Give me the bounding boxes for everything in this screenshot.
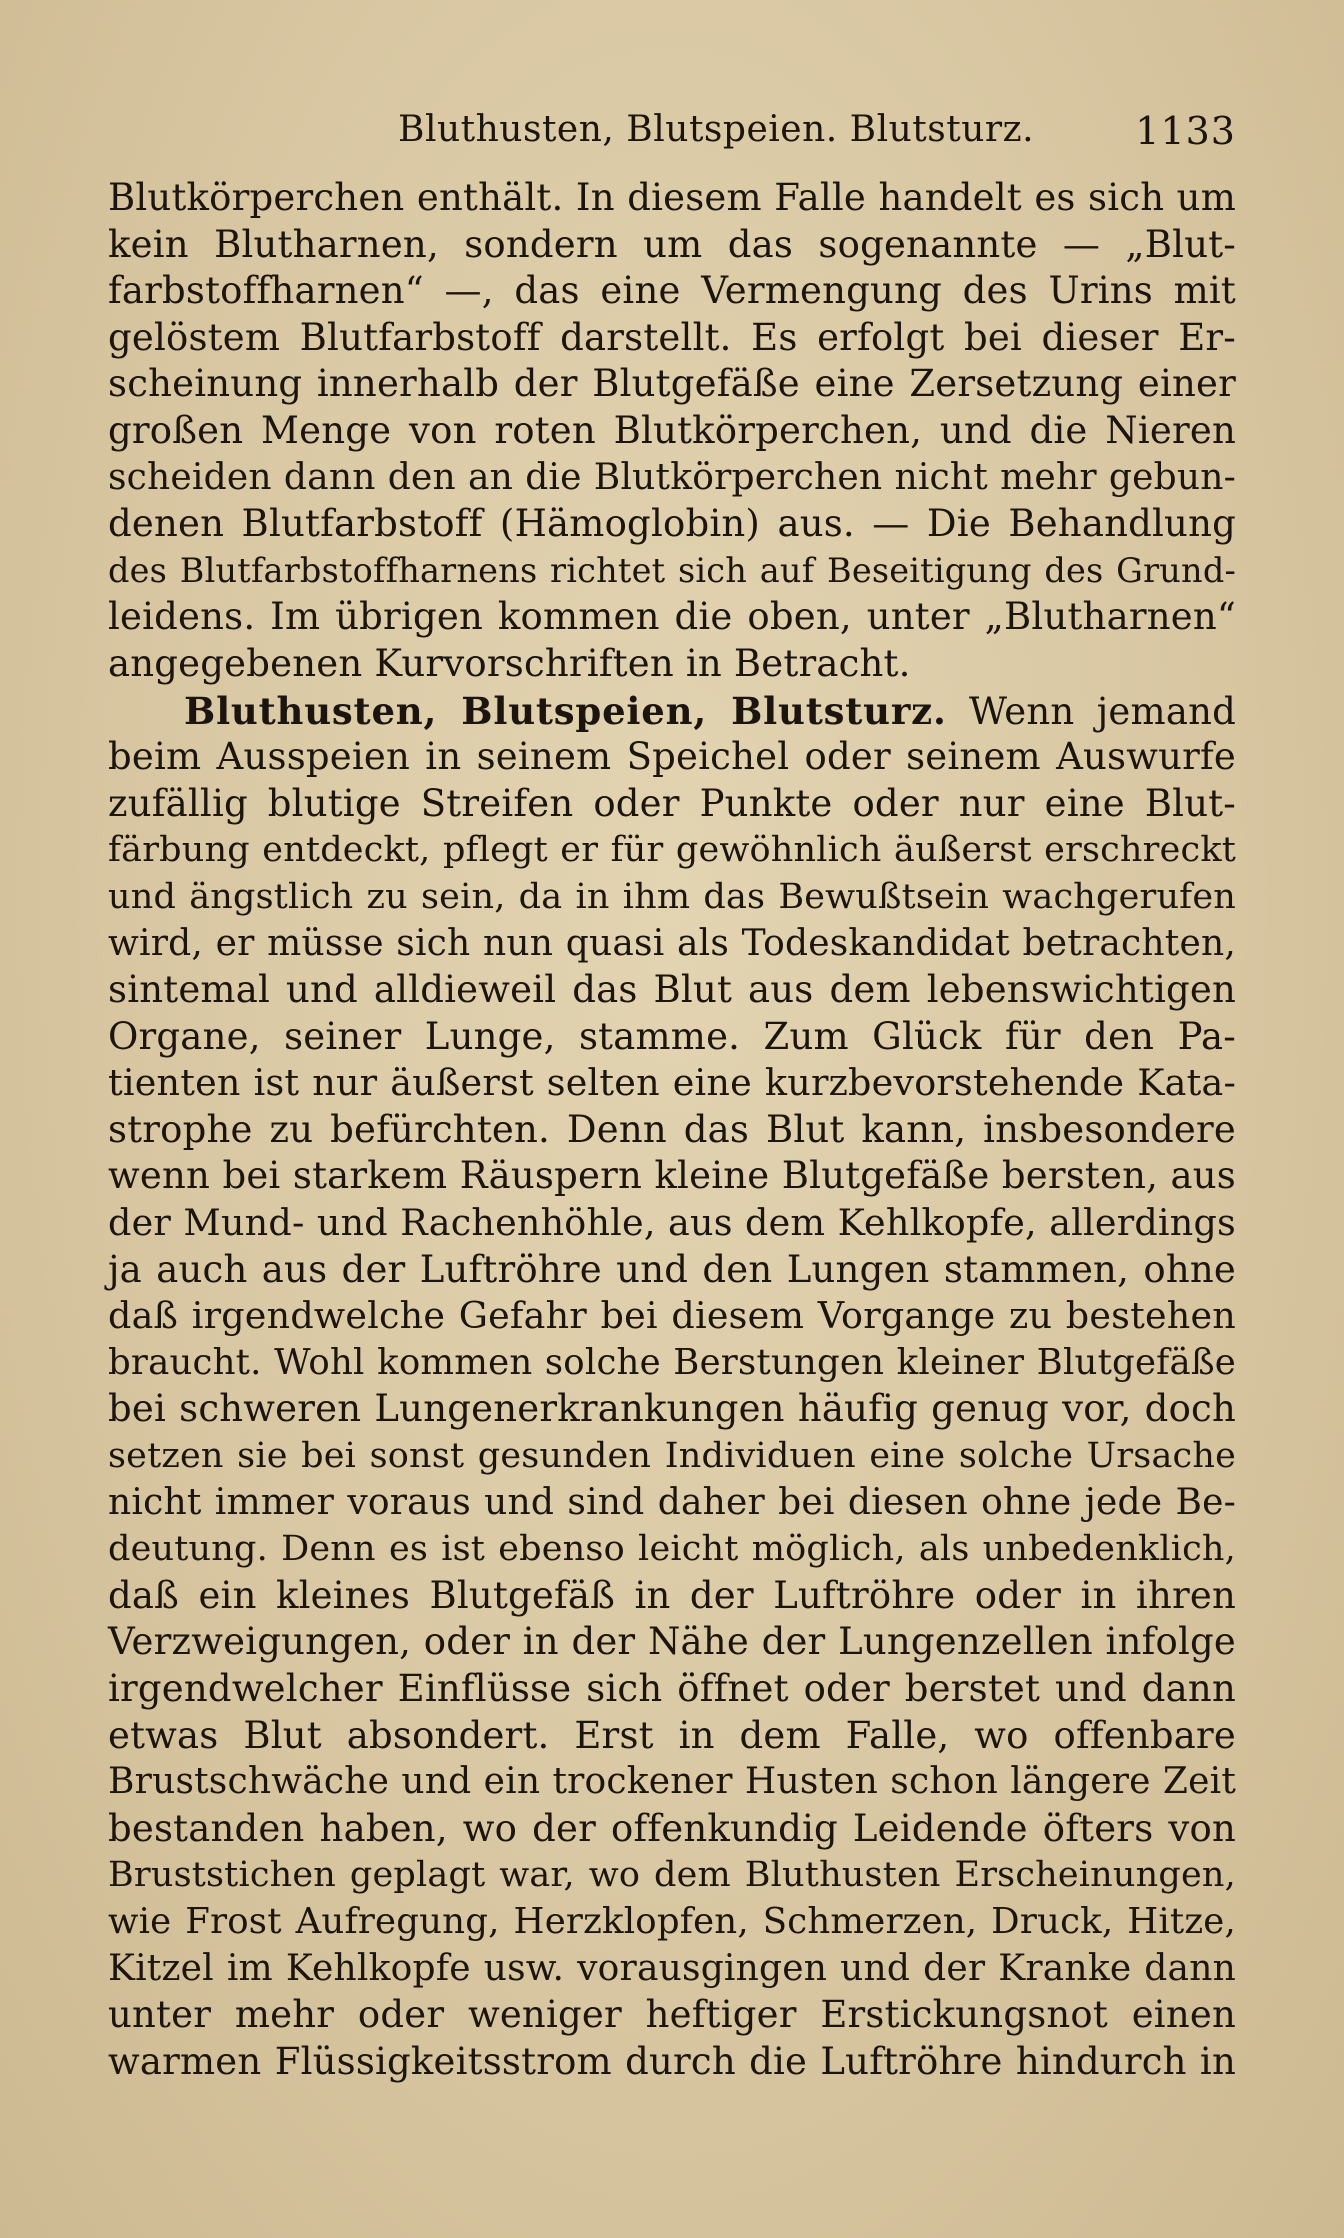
text-line-first [108, 688, 1236, 735]
entry-text-start: Wenn jemand [946, 689, 1236, 733]
text-line: irgendwelcher Einflüsse sich öffnet oder berstet und dann [108, 1667, 1236, 1710]
text-line: unter mehr oder weniger heftiger Erstickungsnot einen [108, 1993, 1236, 2037]
body-text [108, 175, 1236, 2085]
text-line: angegebenen Kurvorschriften in Betracht. [108, 641, 911, 685]
running-header [108, 95, 1236, 155]
text-line: gelöstem Blutfarbstoff darstellt. Es erfolgt bei dieser Er- [108, 315, 1236, 359]
text-line: farbstoffharnen“ —, das eine Vermengung des Urins mit [108, 269, 1236, 313]
entry-heading: Bluthusten, Blutspeien, Blutsturz. [184, 688, 947, 733]
text-line: leidens. Im übrigen kommen die oben, unter „Blutharnen“ [108, 595, 1236, 639]
text-line: etwas Blut absondert. Erst in dem Falle, wo offenbare [108, 1713, 1236, 1757]
text-line: denen Blutfarbstoff (Hämoglobin) aus. — Die Behandlung [108, 502, 1236, 546]
text-line: scheinung innerhalb der Blutgefäße eine Zersetzung einer [108, 362, 1236, 406]
page-number: 1133 [1135, 109, 1236, 153]
text-line: wie Frost Aufregung, Herzklopfen, Schmerzen, Druck, Hitze, [108, 1900, 1236, 1942]
text-line: und ängstlich zu sein, da in ihm das Bewußtsein wachgerufen [108, 876, 1236, 917]
text-line: braucht. Wohl kommen solche Berstungen kleiner Blutgefäße [108, 1341, 1236, 1383]
text-line: kein Blutharnen, sondern um das sogenannte — „Blut- [108, 222, 1236, 266]
text-line: zufällig blutige Streifen oder Punkte oder nur eine Blut- [108, 781, 1236, 825]
text-line: bestanden haben, wo der offenkundig Leidende öfters von [108, 1806, 1236, 1850]
text-line: deutung. Denn es ist ebenso leicht möglich, als unbedenklich, [108, 1529, 1236, 1570]
text-line: Organe, seiner Lunge, stamme. Zum Glück für den Pa- [108, 1014, 1236, 1058]
text-line: Verzweigungen, oder in der Nähe der Lungenzellen infolge [108, 1620, 1236, 1664]
text-line: bei schweren Lungenerkrankungen häufig genug vor, doch [108, 1387, 1236, 1431]
text-line: wenn bei starkem Räuspern kleine Blutgefäße bersten, aus [108, 1154, 1236, 1198]
text-line: ja auch aus der Luftröhre und den Lungen stammen, ohne [108, 1247, 1236, 1291]
text-line: färbung entdeckt, pflegt er für gewöhnlich äußerst erschreckt [108, 830, 1236, 871]
text-line: nicht immer voraus und sind daher bei diesen ohne jede Be- [108, 1481, 1236, 1523]
text-line: beim Ausspeien in seinem Speichel oder seinem Auswurfe [108, 735, 1236, 779]
text-line: Brustschwäche und ein trockener Husten schon längere Zeit [108, 1761, 1236, 1803]
text-line: des Blutfarbstoffharnens richtet sich auf Beseitigung des Grund- [108, 550, 1236, 590]
text-line: scheiden dann den an die Blutkörperchen nicht mehr gebun- [108, 456, 1236, 498]
text-line: Bruststichen geplagt war, wo dem Bluthusten Erscheinungen, [108, 1855, 1236, 1896]
text-line: Kitzel im Kehlkopfe usw. vorausgingen und der Kranke dann [108, 1947, 1236, 1989]
paragraph-bluthusten [108, 688, 1236, 2086]
paragraph-blutfarbstoffharnen [108, 175, 1236, 688]
running-title: Bluthusten, Blutspeien. Blutsturz. [398, 109, 1035, 150]
text-line: wird, er müsse sich nun quasi als Todeskandidat betrachten, [108, 922, 1236, 964]
text-line: daß ein kleines Blutgefäß in der Luftröhre oder in ihren [108, 1573, 1236, 1617]
text-line: warmen Flüssigkeitsstrom durch die Luftröhre hindurch in [108, 2039, 1236, 2083]
text-line: Blutkörperchen enthält. In diesem Falle handelt es sich um [108, 176, 1236, 219]
text-line: der Mund- und Rachenhöhle, aus dem Kehlkopfe, allerdings [108, 1201, 1236, 1245]
text-line: sintemal und alldieweil das Blut aus dem lebenswichtigen [108, 968, 1236, 1012]
text-line: daß irgendwelche Gefahr bei diesem Vorgange zu bestehen [108, 1294, 1236, 1338]
text-line: strophe zu befürchten. Denn das Blut kann, insbesondere [108, 1107, 1236, 1151]
text-line: tienten ist nur äußerst selten eine kurzbevorstehende Kata- [108, 1061, 1236, 1105]
text-line: setzen sie bei sonst gesunden Individuen eine solche Ursache [108, 1436, 1236, 1477]
text-line: großen Menge von roten Blutkörperchen, und die Nieren [108, 408, 1236, 452]
